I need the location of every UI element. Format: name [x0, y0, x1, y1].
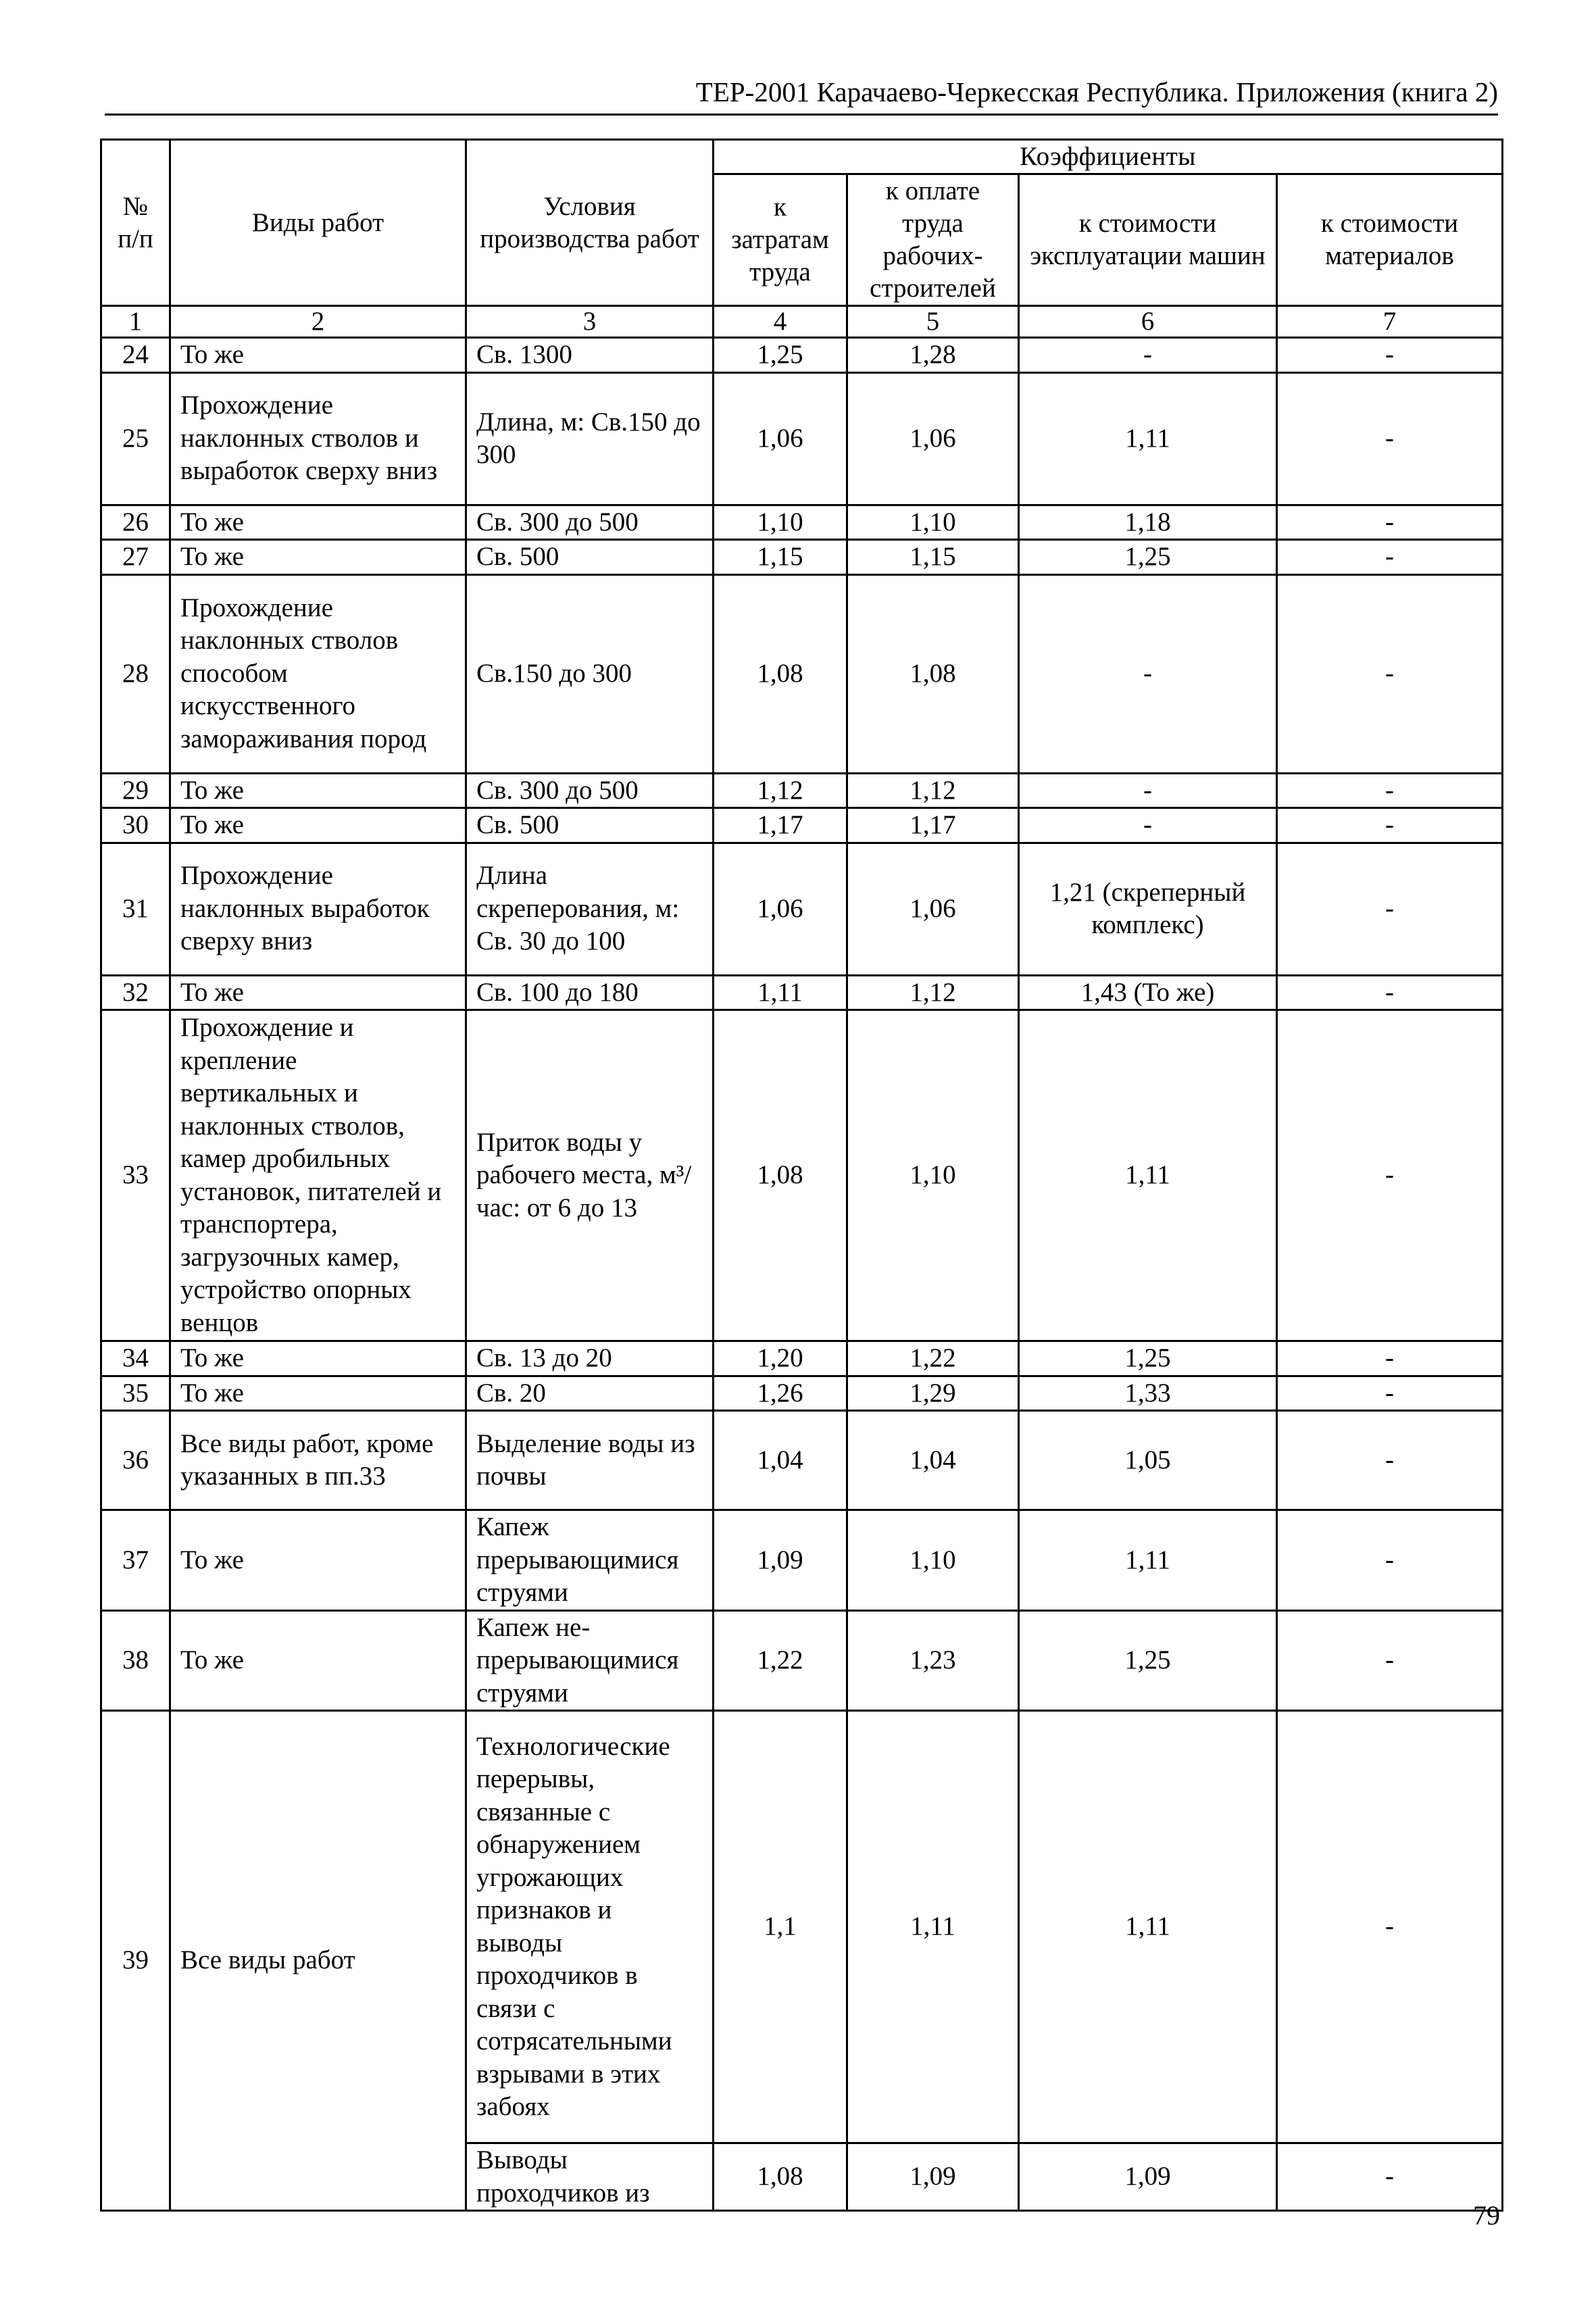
row-conditions: Св. 13 до 20 — [466, 1341, 714, 1376]
row-work: То же — [170, 808, 466, 843]
table-row — [101, 1510, 1503, 1611]
row-materials-coef: - — [1277, 808, 1503, 843]
row-materials-coef: - — [1277, 1411, 1503, 1510]
row-num: 34 — [101, 1341, 170, 1376]
col-number: 7 — [1277, 306, 1503, 338]
col-number: 1 — [101, 306, 170, 338]
header-wages: к оплате труда рабочих-строителей — [847, 174, 1019, 306]
row-work: То же — [170, 1610, 466, 1711]
row-wages-coef: 1,29 — [847, 1376, 1019, 1411]
row-wages-coef: 1,23 — [847, 1610, 1019, 1711]
row-num: 35 — [101, 1376, 170, 1411]
row-materials-coef: - — [1277, 574, 1503, 773]
row-work: То же — [170, 975, 466, 1010]
row-conditions: Св. 500 — [466, 540, 714, 575]
row-num: 27 — [101, 540, 170, 575]
header-work: Виды работ — [170, 140, 466, 306]
row-materials-coef: - — [1277, 1610, 1503, 1711]
row-materials-coef: - — [1277, 1711, 1503, 2143]
row-conditions: Св. 1300 — [466, 338, 714, 373]
row-wages-coef: 1,11 — [847, 1711, 1019, 2143]
row-work: То же — [170, 1341, 466, 1376]
row-labor-coef: 1,1 — [714, 1711, 847, 2143]
row-labor-coef: 1,15 — [714, 540, 847, 575]
row-materials-coef: - — [1277, 843, 1503, 975]
row-work: То же — [170, 540, 466, 575]
header-materials: к стоимости материалов — [1277, 174, 1503, 306]
row-materials-coef: - — [1277, 1341, 1503, 1376]
row-machines-coef: - — [1019, 773, 1277, 808]
row-labor-coef: 1,25 — [714, 338, 847, 373]
row-wages-coef: 1,06 — [847, 372, 1019, 505]
row-labor-coef: 1,17 — [714, 808, 847, 843]
row-machines-coef: - — [1019, 338, 1277, 373]
row-work: Все виды работ — [170, 1711, 466, 2211]
row-wages-coef: 1,12 — [847, 773, 1019, 808]
row-num: 31 — [101, 843, 170, 975]
row-conditions: Приток воды у рабочего места, м³/час: от 6 до 13 — [466, 1010, 714, 1341]
row-num: 26 — [101, 505, 170, 540]
row-machines-coef: 1,33 — [1019, 1376, 1277, 1411]
row-wages-coef: 1,28 — [847, 338, 1019, 373]
row-labor-coef: 1,11 — [714, 975, 847, 1010]
table-row — [101, 808, 1503, 843]
row-num: 33 — [101, 1010, 170, 1341]
row-machines-coef: 1,11 — [1019, 1711, 1277, 2143]
row-num: 39 — [101, 1711, 170, 2211]
row-num: 30 — [101, 808, 170, 843]
row-machines-coef: 1,18 — [1019, 505, 1277, 540]
col-number: 2 — [170, 306, 466, 338]
row-wages-coef: 1,17 — [847, 808, 1019, 843]
row-machines-coef: - — [1019, 808, 1277, 843]
col-number: 3 — [466, 306, 714, 338]
row-conditions: Технологические перерывы, связанные с обнаружением угрожающих признаков и выводы проходчиков в связи с сотрясательными взрывами в этих забоях — [466, 1711, 714, 2143]
row-conditions: Св. 300 до 500 — [466, 773, 714, 808]
column-numbers-row — [101, 306, 1503, 338]
row-labor-coef: 1,08 — [714, 1010, 847, 1341]
row-conditions: Св. 100 до 180 — [466, 975, 714, 1010]
row-wages-coef: 1,04 — [847, 1411, 1019, 1510]
row-materials-coef: - — [1277, 505, 1503, 540]
header-num: № п/п — [101, 140, 170, 306]
row-conditions: Выделение воды из почвы — [466, 1411, 714, 1510]
row-materials-coef: - — [1277, 1510, 1503, 1611]
row-labor-coef: 1,12 — [714, 773, 847, 808]
row-labor-coef: 1,09 — [714, 1510, 847, 1611]
row-work: То же — [170, 773, 466, 808]
row-conditions: Капеж прерывающимися струями — [466, 1510, 714, 1611]
table-row — [101, 338, 1503, 373]
row-labor-coef: 1,10 — [714, 505, 847, 540]
header-machines: к стоимости эксплуатации машин — [1019, 174, 1277, 306]
page-number: 79 — [1473, 2200, 1500, 2231]
row-labor-coef: 1,06 — [714, 372, 847, 505]
row-machines-coef: 1,11 — [1019, 1010, 1277, 1341]
row-wages-coef: 1,12 — [847, 975, 1019, 1010]
row-work: Прохождение наклонных стволов способом искусственного замораживания пород — [170, 574, 466, 773]
row-work: То же — [170, 338, 466, 373]
row-machines-coef: 1,05 — [1019, 1411, 1277, 1510]
table-row — [101, 773, 1503, 808]
table-row — [101, 1610, 1503, 1711]
row-wages-coef: 1,09 — [847, 2143, 1019, 2211]
row-conditions: Капеж не-прерывающимися струями — [466, 1610, 714, 1711]
row-num: 36 — [101, 1411, 170, 1510]
row-conditions: Св. 20 — [466, 1376, 714, 1411]
row-conditions: Длина, м: Св.150 до 300 — [466, 372, 714, 505]
row-materials-coef: - — [1277, 540, 1503, 575]
row-conditions: Длина скреперования, м: Св. 30 до 100 — [466, 843, 714, 975]
row-labor-coef: 1,08 — [714, 574, 847, 773]
row-materials-coef: - — [1277, 372, 1503, 505]
row-wages-coef: 1,08 — [847, 574, 1019, 773]
row-num: 24 — [101, 338, 170, 373]
table-row — [101, 975, 1503, 1010]
row-conditions: Св. 500 — [466, 808, 714, 843]
col-number: 4 — [714, 306, 847, 338]
row-work: То же — [170, 1376, 466, 1411]
row-num: 37 — [101, 1510, 170, 1611]
col-number: 6 — [1019, 306, 1277, 338]
row-machines-coef: 1,25 — [1019, 1610, 1277, 1711]
row-work: Прохождение наклонных стволов и выработок сверху вниз — [170, 372, 466, 505]
row-work: То же — [170, 1510, 466, 1611]
coefficients-table — [100, 139, 1503, 2212]
row-work: То же — [170, 505, 466, 540]
row-labor-coef: 1,22 — [714, 1610, 847, 1711]
row-materials-coef: - — [1277, 975, 1503, 1010]
table-row — [101, 1010, 1503, 1341]
row-wages-coef: 1,15 — [847, 540, 1019, 575]
row-labor-coef: 1,04 — [714, 1411, 847, 1510]
row-materials-coef: - — [1277, 2143, 1503, 2211]
row-labor-coef: 1,06 — [714, 843, 847, 975]
table-row — [101, 1376, 1503, 1411]
row-work: Прохождение и крепление вертикальных и наклонных стволов, камер дробильных установок, питателей и транспортера, загрузочных камер, устройство опорных венцов — [170, 1010, 466, 1341]
table-row — [101, 1711, 1503, 2143]
row-labor-coef: 1,26 — [714, 1376, 847, 1411]
row-num: 25 — [101, 372, 170, 505]
row-materials-coef: - — [1277, 338, 1503, 373]
row-work: Все виды работ, кроме указанных в пп.33 — [170, 1411, 466, 1510]
header-title: ТЕР-2001 Карачаево-Черкесская Республика. Приложения (книга 2) — [695, 76, 1498, 107]
row-materials-coef: - — [1277, 1376, 1503, 1411]
row-labor-coef: 1,08 — [714, 2143, 847, 2211]
row-wages-coef: 1,06 — [847, 843, 1019, 975]
row-machines-coef: 1,11 — [1019, 372, 1277, 505]
row-work: Прохождение наклонных выработок сверху вниз — [170, 843, 466, 975]
table-row — [101, 1411, 1503, 1510]
row-conditions: Св.150 до 300 — [466, 574, 714, 773]
header-labor-costs: к затратам труда — [714, 174, 847, 306]
header-row — [101, 140, 1503, 174]
row-materials-coef: - — [1277, 1010, 1503, 1341]
page-header — [105, 73, 1498, 116]
row-machines-coef: 1,43 (То же) — [1019, 975, 1277, 1010]
row-wages-coef: 1,10 — [847, 1010, 1019, 1341]
row-num: 38 — [101, 1610, 170, 1711]
row-labor-coef: 1,20 — [714, 1341, 847, 1376]
row-machines-coef: 1,25 — [1019, 540, 1277, 575]
row-num: 28 — [101, 574, 170, 773]
row-materials-coef: - — [1277, 773, 1503, 808]
table-row — [101, 574, 1503, 773]
row-wages-coef: 1,22 — [847, 1341, 1019, 1376]
row-machines-coef: 1,25 — [1019, 1341, 1277, 1376]
row-num: 32 — [101, 975, 170, 1010]
row-num: 29 — [101, 773, 170, 808]
row-conditions: Св. 300 до 500 — [466, 505, 714, 540]
header-conditions: Условия производства работ — [466, 140, 714, 306]
header-coefficients: Коэффициенты — [714, 140, 1503, 174]
row-machines-coef: - — [1019, 574, 1277, 773]
row-machines-coef: 1,09 — [1019, 2143, 1277, 2211]
row-wages-coef: 1,10 — [847, 1510, 1019, 1611]
table-row — [101, 1341, 1503, 1376]
row-machines-coef: 1,11 — [1019, 1510, 1277, 1611]
table-row — [101, 540, 1503, 575]
row-wages-coef: 1,10 — [847, 505, 1019, 540]
table-row — [101, 843, 1503, 975]
col-number: 5 — [847, 306, 1019, 338]
row-conditions: Выводы проходчиков из — [466, 2143, 714, 2211]
table-body — [101, 140, 1503, 2211]
table-row — [101, 505, 1503, 540]
row-machines-coef: 1,21 (скреперный комплекс) — [1019, 843, 1277, 975]
table-row — [101, 372, 1503, 505]
